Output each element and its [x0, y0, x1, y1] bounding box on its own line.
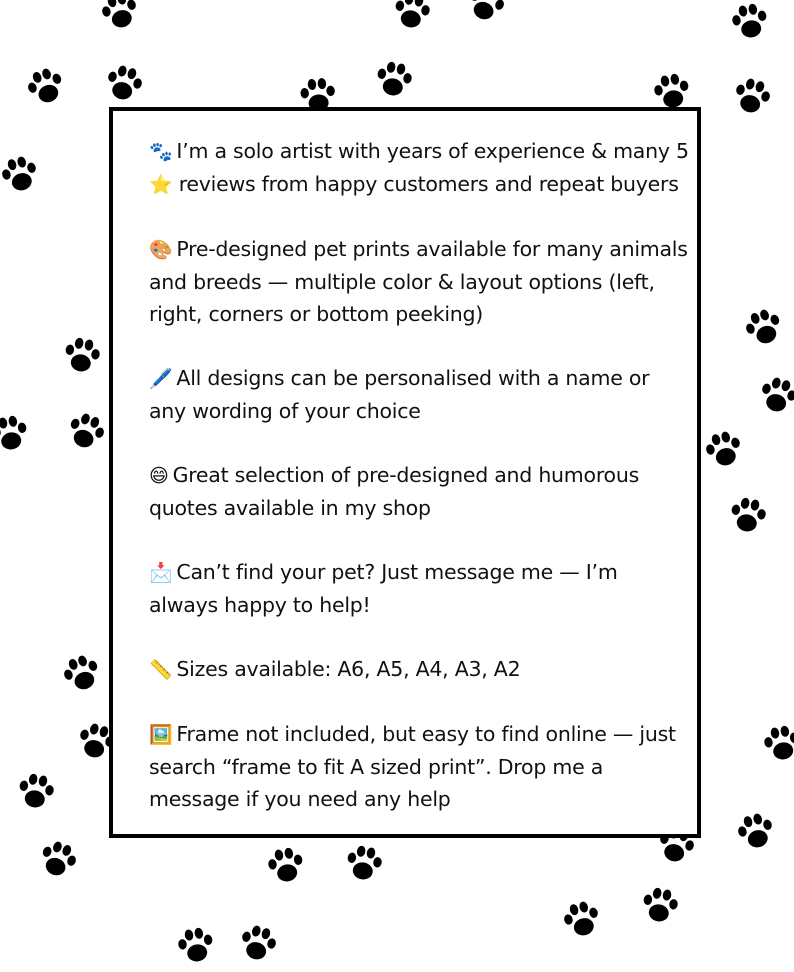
paragraph-personalised	[149, 362, 689, 427]
paragraph-frame	[149, 718, 689, 815]
smile-emoji-icon: 😄	[149, 465, 169, 487]
paw-print-icon	[261, 841, 312, 892]
paragraph-quotes	[149, 459, 689, 524]
paw-print-icon	[725, 0, 776, 47]
paragraph-sizes-text: Sizes available: A6, A5, A4, A3, A2	[176, 657, 521, 681]
paw-print-icon	[635, 881, 686, 932]
paw-print-icon	[0, 148, 47, 202]
paw-print-icon	[751, 369, 794, 423]
paw-print-icon	[697, 423, 751, 477]
paw-print-icon	[369, 55, 420, 106]
paragraph-sizes	[149, 653, 689, 686]
paragraph-quotes-text: Great selection of pre-designed and humorous quotes available in my shop	[149, 463, 640, 520]
paw-print-icon	[54, 646, 110, 702]
paw-print-icon	[93, 0, 147, 39]
framed-picture-emoji-icon: 🖼️	[149, 724, 173, 746]
paw-print-icon	[97, 57, 151, 111]
paragraph-pre-designed-prints	[149, 233, 689, 330]
paragraph-pre-designed-prints-text: Pre-designed pet prints available for many animals and breeds — multiple color & layout options (left, right, corners or bottom peeking)	[149, 237, 688, 326]
paragraph-solo-artist-text-b: reviews from happy customers and repeat buyers	[172, 172, 679, 196]
paw-print-icon	[18, 59, 74, 115]
paragraph-frame-text: Frame not included, but easy to find online — just search “frame to fit A sized print”. Drop me a message if you need any help	[149, 722, 676, 811]
palette-emoji-icon: 🎨	[149, 239, 173, 261]
paw-print-icon	[231, 917, 285, 971]
paw-print-icon	[387, 0, 438, 37]
paw-print-icon	[339, 839, 390, 890]
paw-print-icon	[11, 767, 62, 818]
paw-print-icon	[0, 409, 35, 460]
paragraph-message-me-text: Can’t find your pet? Just message me — I’m always happy to help!	[149, 560, 618, 617]
paw-print-icon	[723, 491, 774, 542]
paragraph-message-me	[149, 556, 689, 621]
paw-print-icon	[729, 805, 783, 859]
paw-print-icon	[757, 719, 794, 770]
paw-print-icon	[458, 0, 514, 32]
paw-print-icon	[555, 893, 609, 947]
paw-print-icon	[58, 404, 114, 460]
pen-emoji-icon: 🖊️	[149, 368, 173, 390]
paragraph-solo-artist	[149, 135, 689, 201]
paragraph-solo-artist-text-a: I’m a solo artist with years of experience & many 5	[176, 139, 689, 163]
ruler-emoji-icon: 📏	[149, 659, 173, 681]
paw-print-icon	[736, 300, 792, 356]
paw-print-icon	[725, 70, 779, 124]
paragraph-personalised-text: All designs can be personalised with a name or any wording of your choice	[149, 366, 650, 423]
paw-print-icon	[57, 331, 108, 382]
paw-emoji-icon: 🐾	[149, 141, 173, 163]
star-emoji-icon: ⭐	[149, 174, 173, 196]
paw-print-icon	[30, 832, 86, 888]
envelope-emoji-icon: 📩	[149, 562, 173, 584]
info-card	[109, 107, 701, 838]
paw-print-icon	[171, 921, 222, 972]
